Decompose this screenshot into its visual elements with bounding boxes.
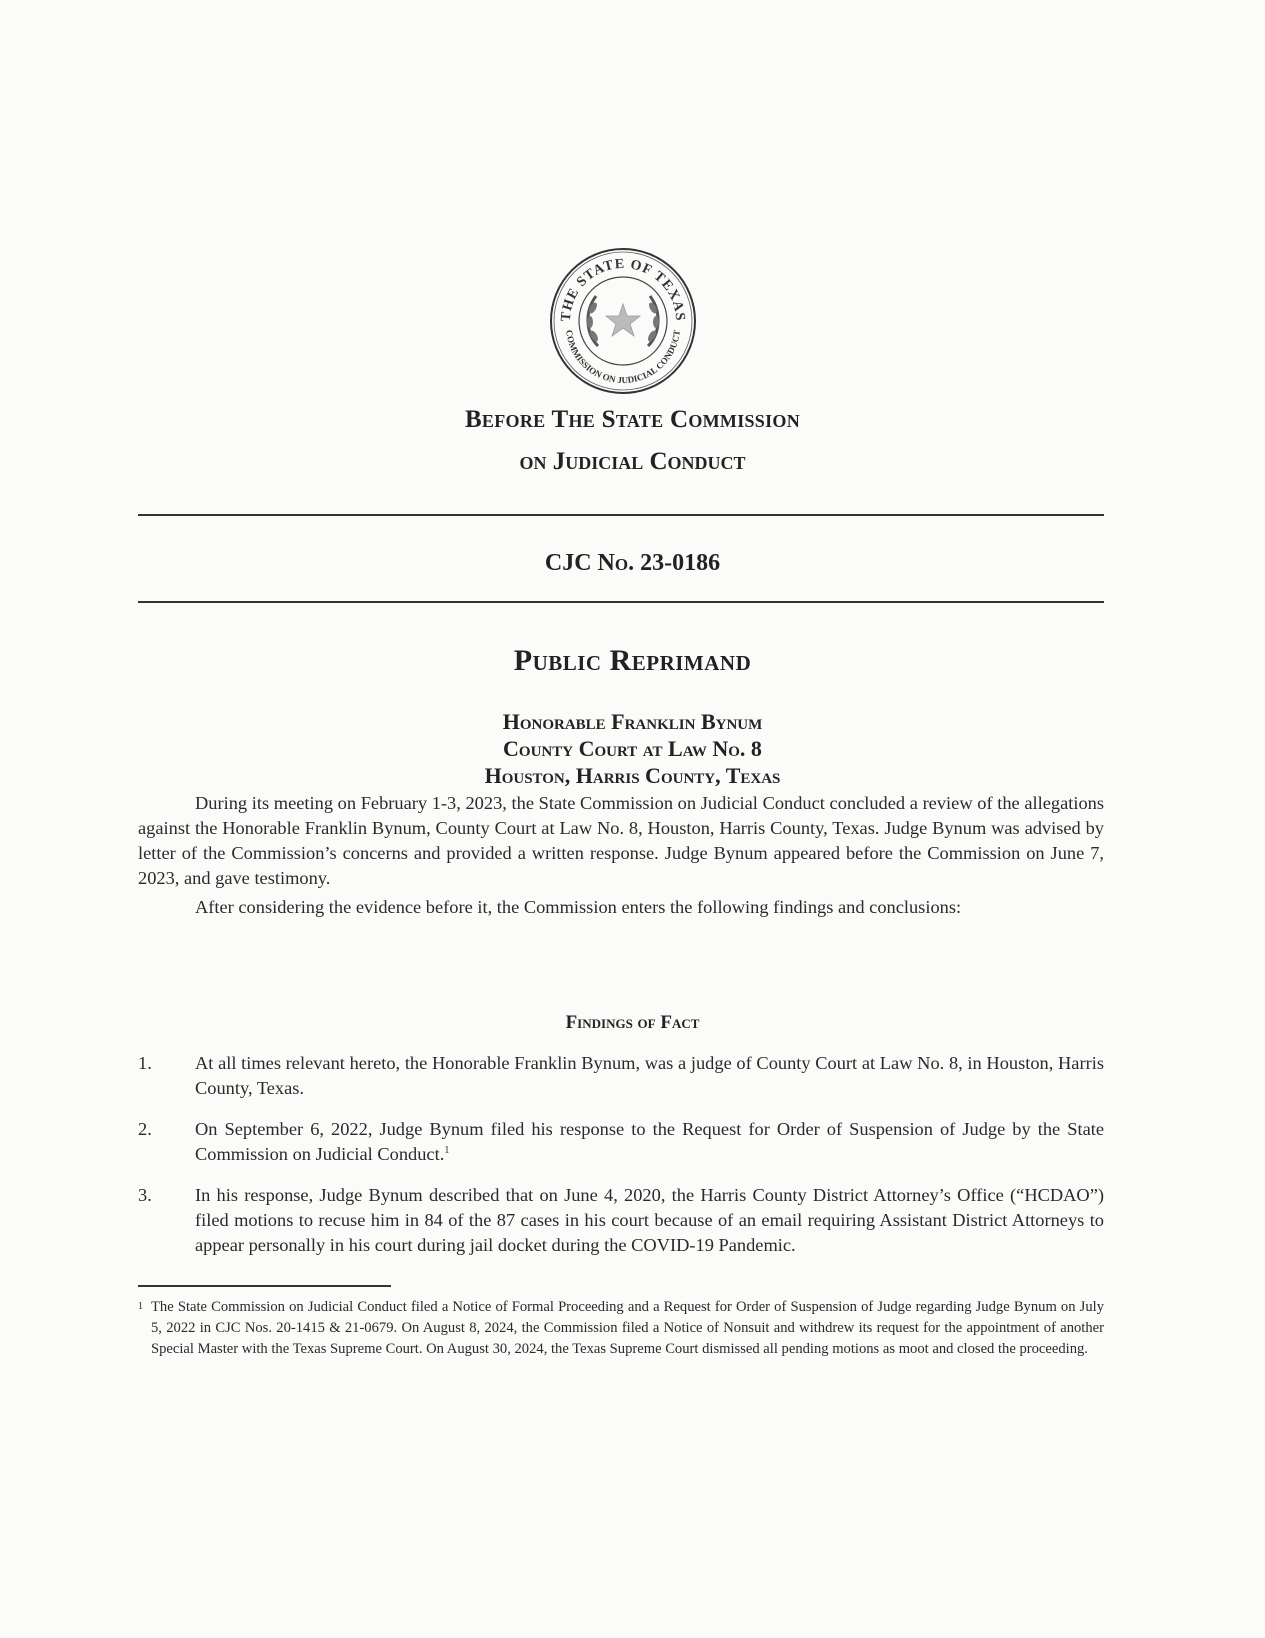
finding-number: 1. (138, 1053, 152, 1073)
judge-block (0, 708, 1265, 789)
case-number-value: 23-0186 (634, 550, 721, 576)
header-line-2: on Judicial Conduct (519, 448, 746, 475)
footnote-divider (138, 1285, 391, 1287)
case-prefix: CJC (544, 550, 598, 576)
intro-paragraph-2: After considering the evidence before it, the Commission enters the following findings and conclusions: (195, 897, 962, 917)
seal-bottom-text: COMMISSION ON JUDICIAL CONDUCT (564, 329, 682, 386)
case-no-label: No. (597, 550, 635, 576)
judge-location: Houston, Harris County, Texas (484, 763, 781, 788)
finding-number: 2. (138, 1119, 152, 1139)
footnote-reference[interactable]: 1 (444, 1144, 450, 1156)
finding-text-wrap (195, 1117, 1104, 1167)
case-number (0, 550, 1265, 577)
intro-paragraph-1: During its meeting on February 1-3, 2023, the State Commission on Judicial Conduct concluded a review of the allegations against the Honorable Franklin Bynum, County Court at Law No. 8, Houston, Harris County, Texas. Judge Bynum was advised by letter of the Commission’s concerns and provided a written response. Judge Bynum appeared before the Commission on June 7, 2023, and gave testimony. (138, 793, 1104, 888)
finding-text: On September 6, 2022, Judge Bynum filed his response to the Request for Order of Suspension of Judge by the State Commission on Judicial Conduct. (195, 1119, 1104, 1164)
seal-top-text: THE STATE OF TEXAS (558, 256, 688, 322)
header-line-1: Before The State Commission (464, 406, 801, 433)
commission-seal-icon (548, 246, 698, 396)
finding-text: At all times relevant hereto, the Honorable Franklin Bynum, was a judge of County Court at Law No. 8, in Houston, Harris County, Texas. (195, 1053, 1104, 1098)
document-page: THE STATE OF TEXAS COMMISSION ON JUDICIAL CONDUCT Before The State Commission on Judicial Conduct CJC No. 23-0186 Public Reprimand Honorable Franklin Bynum County Court at Law No. 8 Houston, Harris County, Texas During its meeting on February 1-3, 2023, the State Commission on Judicial Conduct concluded a review of the allegations against the Honorable Franklin Bynum, County Court at Law No. 8, Houston, Harris County, Texas. Judge Bynum was advised by letter of the Commission’s concerns and provided a written response. Judge Bynum appeared before the Commission on June 7, 2023, and gave testimony. After considering the evidence before it, the Commission enters the following findings and conclusions: Findings of Fact 1. At all times relevant hereto, the Honorable Franklin Bynum, was a judge of County Court at Law No. 8, in Houston, Harris County, Texas. 2. On September 6, 2022, Judge Bynum filed his response to the Request for Order of Suspension of Judge by the State Commission on Judicial Conduct.$^1$ 3. In his response, Judge Bynum described that on June 4, 2020, the Harris County District Attorney’s Office (“HCDAO”) filed motions to recuse him in 84 of the 87 cases in his court because of an email requiring Assistant District Attorneys to appear personally in his court during jail docket during the COVID-19 Pandemic. 1 The State Commission on Judicial Conduct filed a Notice of Formal Proceeding and a Request for Order of Suspension of Judge regarding Judge Bynum on July 5, 2022 in CJC Nos. 20-1415 & 21-0679. On August 8, 2024, the Commission filed a Notice of Nonsuit and withdrew its request for the appointment of another Special Master with the Texas Supreme Court. On August 30, 2024, the Texas Supreme Court dismissed all pending motions as moot and closed the proceeding. (0, 0, 1265, 1638)
footnote-text: The State Commission on Judicial Conduct filed a Notice of Formal Proceeding and a Request for Order of Suspension of Judge regarding Judge Bynum on July 5, 2022 in CJC Nos. 20-1415 & 21-0679. On August 8, 2024, the Commission filed a Notice of Nonsuit and withdrew its request for the appointment of another Special Master with the Texas Supreme Court. On August 30, 2024, the Texas Supreme Court dismissed all pending motions as moot and closed the proceeding. (151, 1299, 1104, 1357)
judge-name: Honorable Franklin Bynum (502, 709, 763, 734)
finding-text: In his response, Judge Bynum described that on June 4, 2020, the Harris County District Attorney’s Office (“HCDAO”) filed motions to recuse him in 84 of the 87 cases in his court because of an email requiring Assistant District Attorneys to appear personally in his court during jail docket during the COVID-19 Pandemic. (195, 1185, 1104, 1255)
finding-number: 3. (138, 1185, 152, 1205)
findings-heading: Findings of Fact (565, 1012, 700, 1033)
divider (138, 514, 1104, 516)
divider (138, 601, 1104, 603)
document-title: Public Reprimand (513, 644, 752, 677)
judge-court: County Court at Law No. 8 (503, 736, 762, 761)
